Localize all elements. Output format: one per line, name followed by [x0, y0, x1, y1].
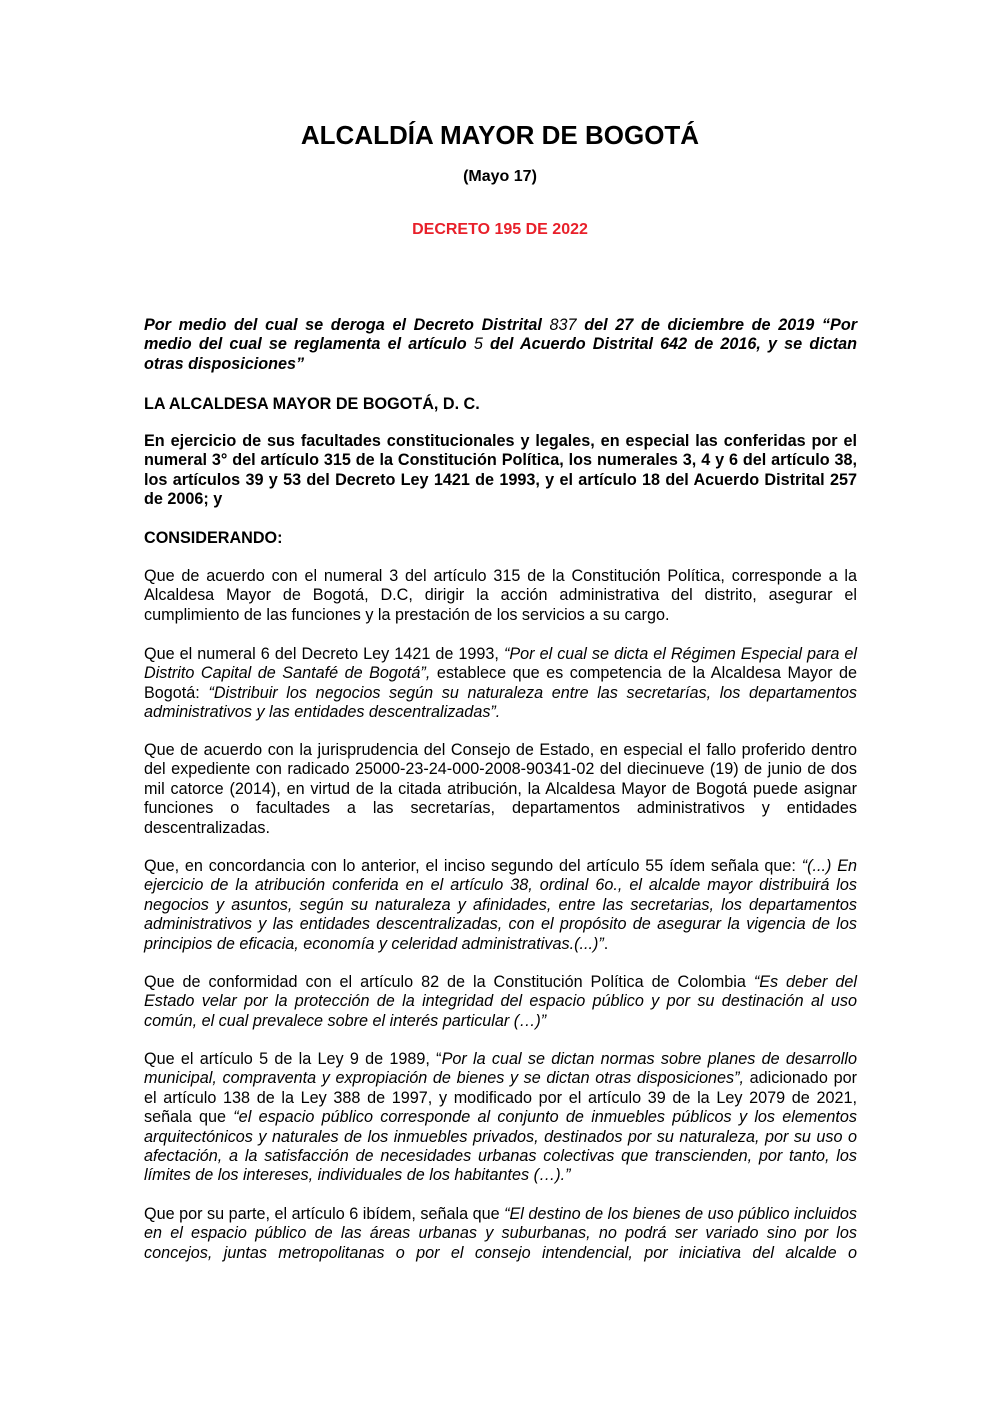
considering-heading: CONSIDERANDO:	[144, 529, 283, 547]
considering-paragraph-6: Que el artículo 5 de la Ley 9 de 1989, “Por la cual se dictan normas sobre planes de desarrollo municipal, compraventa y expropiación de bienes y se dictan otras disposiciones”, adicionado por el artículo 138 de la Ley 388 de 1997, y modificado por el artículo 39 de la Ley 2079 de 2021, señala que “el espacio público corresponde al conjunto de inmuebles públicos y los elementos arquitectónicos y naturales de los inmuebles privados, destinados por su naturaleza, por su uso o afectación, a la satisfacción de necesidades urbanas colectivas que transcienden, por tanto, los límites de los intereses, individuales de los habitantes (…).”	[144, 1050, 857, 1185]
legal-powers: En ejercicio de sus facultades constitucionales y legales, en especial las conferidas por el numeral 3° del artículo 315 de la Constitución Política, los numerales 3, 4 y 6 del artículo 38, los artículos 39 y 53 del Decreto Ley 1421 de 1993, y el artículo 18 del Acuerdo Distrital 257 de 2006; y	[144, 432, 857, 509]
page-title: ALCALDÍA MAYOR DE BOGOTÁ	[300, 120, 700, 150]
considering-paragraph-5: Que de conformidad con el artículo 82 de la Constitución Política de Colombia “Es deber del Estado velar por la protección de la integridad del espacio público y por su destinación al uso común, el cual prevalece sobre el interés particular (…)”	[144, 973, 857, 1030]
decree-number: DECRETO 195 DE 2022	[412, 221, 588, 238]
authority-heading: LA ALCALDESA MAYOR DE BOGOTÁ, D. C.	[144, 395, 480, 413]
considering-paragraph-2: Que el numeral 6 del Decreto Ley 1421 de 1993, “Por el cual se dicta el Régimen Especial para el Distrito Capital de Santafé de Bogotá”, establece que es competencia de la Alcaldesa Mayor de Bogotá: “Distribuir los negocios según su naturaleza entre las secretarías, los departamentos administrativos y las entidades descentralizadas”.	[144, 645, 857, 722]
considering-paragraph-3: Que de acuerdo con la jurisprudencia del Consejo de Estado, en especial el fallo proferido dentro del expediente con radicado 25000-23-24-000-2008-90341-02 del diecinueve (19) de junio de dos mil catorce (2014), en virtud de la citada atribución, la Alcaldesa Mayor de Bogotá puede asignar funciones o facultades a las secretarías, departamentos administrativos y entidades descentralizadas.	[144, 741, 857, 837]
considering-paragraph-1: Que de acuerdo con el numeral 3 del artículo 315 de la Constitución Política, corresponde a la Alcaldesa Mayor de Bogotá, D.C, dirigir la acción administrativa del distrito, asegurar el cumplimiento de las funciones y la prestación de los servicios a su cargo.	[144, 567, 857, 624]
decree-epigraph: Por medio del cual se deroga el Decreto Distrital 837 del 27 de diciembre de 2019 “Por medio del cual se reglamenta el artículo 5 del Acuerdo Distrital 642 de 2016, y se dictan otras disposiciones”	[144, 316, 858, 373]
considering-paragraph-4: Que, en concordancia con lo anterior, el inciso segundo del artículo 55 ídem señala que: “(...) En ejercicio de la atribución conferida en el artículo 38, ordinal 6o., el alcalde mayor distribuirá los negocios y asuntos, según su naturaleza y afinidades, entre las secretarias, los departamentos administrativos y las entidades descentralizadas, con el propósito de asegurar la vigencia de los principios de eficacia, economía y celeridad administrativas.(...)”.	[144, 857, 857, 953]
considering-paragraph-7: Que por su parte, el artículo 6 ibídem, señala que “El destino de los bienes de uso público incluidos en el espacio público de las áreas urbanas y suburbanas, no podrá ser variado sino por los concejos, juntas metropolitanas o por el consejo intendencial, por iniciativa del alcalde o	[144, 1205, 857, 1262]
decree-date: (Mayo 17)	[463, 168, 537, 185]
